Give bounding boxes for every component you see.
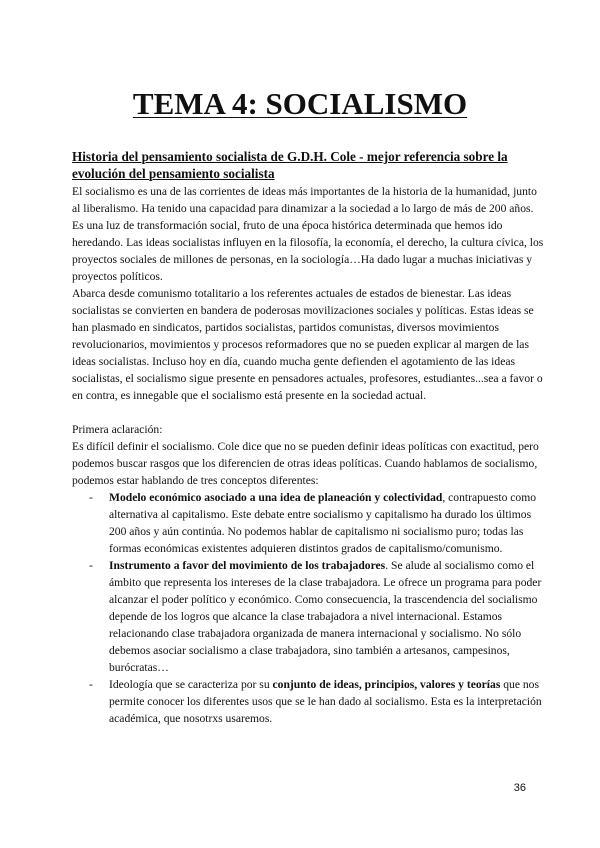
section-subtitle: Historia del pensamiento socialista de G.D.H. Cole - mejor referencia sobre la evolución del pensamiento socialista <box>72 149 508 181</box>
item-text: que nos permite conocer los diferentes usos que se le han dado al socialismo. Esta es la interpretación académica, que nosotrxs usaremos. <box>109 678 542 725</box>
item-bold: Modelo económico asociado a una idea de planeación y colectividad <box>109 491 443 504</box>
list-item <box>72 557 544 676</box>
section-label: Primera aclaración: <box>72 423 163 436</box>
item-text: , contrapuesto como alternativa al capitalismo. Este debate entre socialismo y capitalismo ha durado los últimos 200 años y aún continúa. No podemos hablar de capitalismo ni socialismo puro; todas las formas económicas existentes adquieren distintos grados de capitalismo/comunismo. <box>109 491 537 555</box>
bullet-marker: - <box>89 678 93 691</box>
item-bold: Instrumento a favor del movimiento de los trabajadores <box>109 559 386 572</box>
item-text: . Se alude al socialismo como el ámbito que representa los intereses de la clase trabajadora. Le ofrece un programa para poder alcanzar el poder político y económico. Como consecuencia, la trascendencia del socialismo depende de los logros que alcance la clase trabajadora a nivel internacional. Estamos relacionando clase trabajadora organizada de manera internacional y socialismo. No sólo debemos asociar socialismo a clase trabajadora, sino también a artesanos, campesinos, burócratas… <box>109 559 542 674</box>
item-lead: Ideología que se caracteriza por su <box>109 678 273 691</box>
paragraph: Abarca desde comunismo totalitario a los referentes actuales de estados de bienestar. Las ideas socialistas se convierten en bandera de poderosas movilizaciones sociales y políticas. Estas ideas se han plasmado en sindicatos, partidos socialistas, partidos comunistas, diversos movimientos revolucionarios, movimientos y procesos reformadores que no se pueden explicar al margen de las ideas socialistas. Incluso hoy en día, cuando mucha gente defienden el agotamiento de las ideas socialistas, el socialismo sigue presente en pensadores actuales, profesores, estudiantes...sea a favor o en contra, es innegable que el socialismo está presente en la sociedad actual. <box>72 287 543 402</box>
concept-list <box>72 489 544 727</box>
bullet-marker: - <box>89 559 93 572</box>
list-item <box>72 489 544 557</box>
paragraph: El socialismo es una de las corrientes de ideas más importantes de la historia de la humanidad, junto al liberalismo. Ha tenido una capacidad para dinamizar a la sociedad a lo largo de más de 200 años. Es una luz de transformación social, fruto de una época histórica determinada que hemos ido heredando. Las ideas socialistas influyen en la filosofía, la economía, el derecho, la cultura cívica, los proyectos sociales de millones de personas, en la sociología…Ha dado lugar a muchas iniciativas y proyectos políticos. <box>72 185 544 283</box>
page-number: 36 <box>513 782 526 794</box>
bullet-marker: - <box>89 491 93 504</box>
section-intro: Es difícil definir el socialismo. Cole dice que no se pueden definir ideas políticas con exactitud, pero podemos buscar rasgos que los diferencien de otras ideas políticas. Cuando hablamos de socialismo, podemos estar hablando de tres conceptos diferentes: <box>72 440 539 487</box>
item-bold: conjunto de ideas, principios, valores y teorías <box>272 678 501 691</box>
page-title: TEMA 4: SOCIALISMO <box>132 86 468 121</box>
list-item <box>72 676 544 727</box>
document-body <box>72 183 544 727</box>
